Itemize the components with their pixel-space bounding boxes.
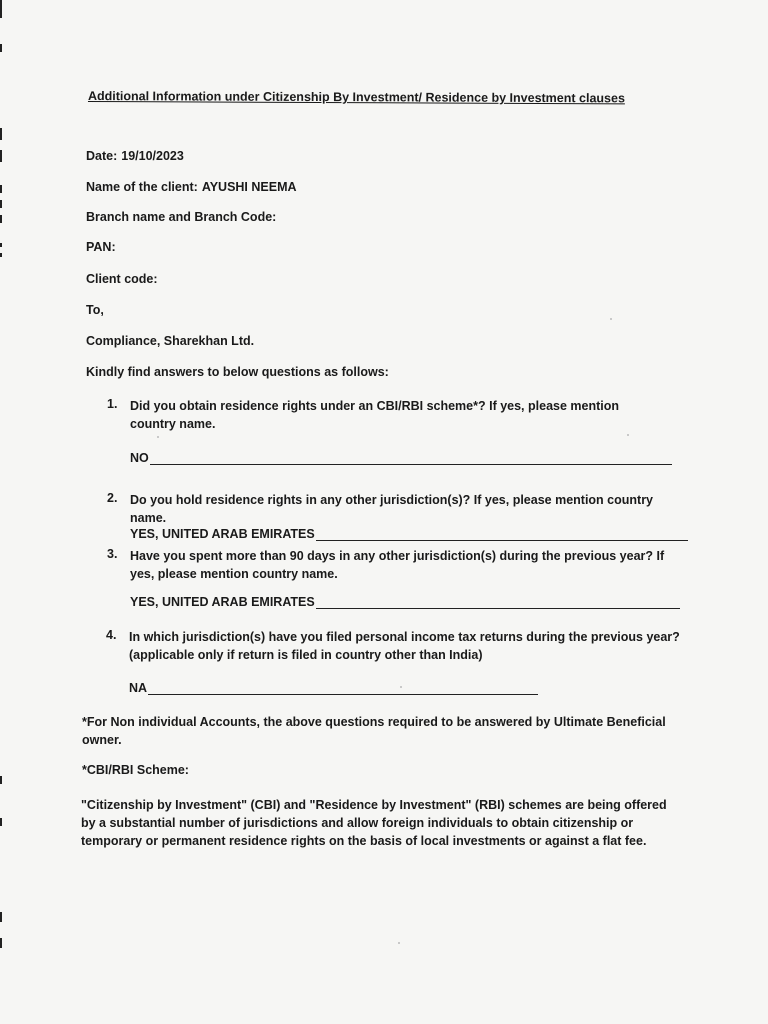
answer-line [130, 595, 680, 609]
date-label: Date: [86, 149, 118, 163]
client-name-label: Name of the client: [86, 180, 198, 194]
scan-speck [610, 318, 612, 320]
scan-edge-mark [0, 253, 2, 257]
pan-row [86, 240, 116, 254]
non-individual-footnote: *For Non individual Accounts, the above questions required to be answered by Ultimate Beneficial owner. [82, 715, 666, 747]
scan-edge-mark [0, 200, 2, 208]
question-text: In which jurisdiction(s) have you filed personal income tax returns during the previous year? (applicable only if return is filed in country other than India) [129, 630, 680, 662]
answer-underline [316, 528, 688, 541]
question-number: 3. [107, 547, 118, 561]
scan-edge-mark [0, 243, 2, 247]
question-text: Have you spent more than 90 days in any other jurisdiction(s) during the previous year? If yes, please mention country name. [130, 549, 665, 581]
client-name-value: AYUSHI NEEMA [201, 180, 297, 194]
question-text: Do you hold residence rights in any other jurisdiction(s)? If yes, please mention country name. [130, 493, 654, 525]
answer-line [130, 451, 672, 465]
answer-underline [148, 682, 538, 695]
scan-speck [157, 436, 159, 438]
scan-edge-mark [0, 150, 2, 162]
scan-edge-mark [0, 185, 2, 193]
scan-edge-mark [0, 776, 2, 784]
question-text: Did you obtain residence rights under an CBI/RBI scheme*? If yes, please mention country name. [130, 399, 620, 431]
scan-speck [627, 434, 629, 436]
document-title: Additional Information under Citizenship By Investment/ Residence by Investment clauses [87, 89, 625, 106]
scan-edge-mark [0, 912, 2, 922]
answer-line [130, 527, 688, 541]
addressee-to: To, [86, 303, 104, 317]
scan-speck [398, 942, 400, 944]
scan-edge-mark [0, 44, 2, 52]
answer-text: NO [130, 451, 149, 465]
intro-text: Kindly find answers to below questions as follows: [86, 365, 389, 379]
scan-edge-mark [0, 128, 2, 140]
scheme-description: "Citizenship by Investment" (CBI) and "Residence by Investment" (RBI) schemes are being offered by a substantial number of jurisdictions and allow foreign individuals to obtain citizenship or temporary or permanent residence rights on the basis of local investments or against a flat fee. [81, 798, 667, 848]
client-code-row [86, 272, 158, 286]
scan-edge-mark [0, 215, 2, 223]
question-number: 2. [107, 491, 118, 505]
client-name-row [86, 180, 297, 194]
scan-edge-mark [0, 938, 2, 948]
addressee-recipient: Compliance, Sharekhan Ltd. [86, 334, 255, 348]
answer-text: YES, UNITED ARAB EMIRATES [130, 595, 315, 609]
scan-edge-mark [0, 0, 2, 18]
scan-edge-mark [0, 818, 2, 826]
answer-line [129, 681, 538, 695]
question-number: 1. [107, 397, 118, 411]
pan-label: PAN: [86, 240, 116, 254]
answer-text: YES, UNITED ARAB EMIRATES [130, 527, 315, 541]
branch-label: Branch name and Branch Code: [86, 210, 277, 224]
answer-underline [316, 596, 680, 609]
question-number: 4. [106, 628, 117, 642]
date-row [86, 149, 184, 163]
answer-underline [150, 452, 672, 465]
scheme-heading: *CBI/RBI Scheme: [82, 763, 189, 777]
branch-row [86, 210, 276, 224]
client-code-label: Client code: [86, 272, 158, 286]
date-value: 19/10/2023 [121, 149, 184, 163]
answer-text: NA [129, 681, 148, 695]
